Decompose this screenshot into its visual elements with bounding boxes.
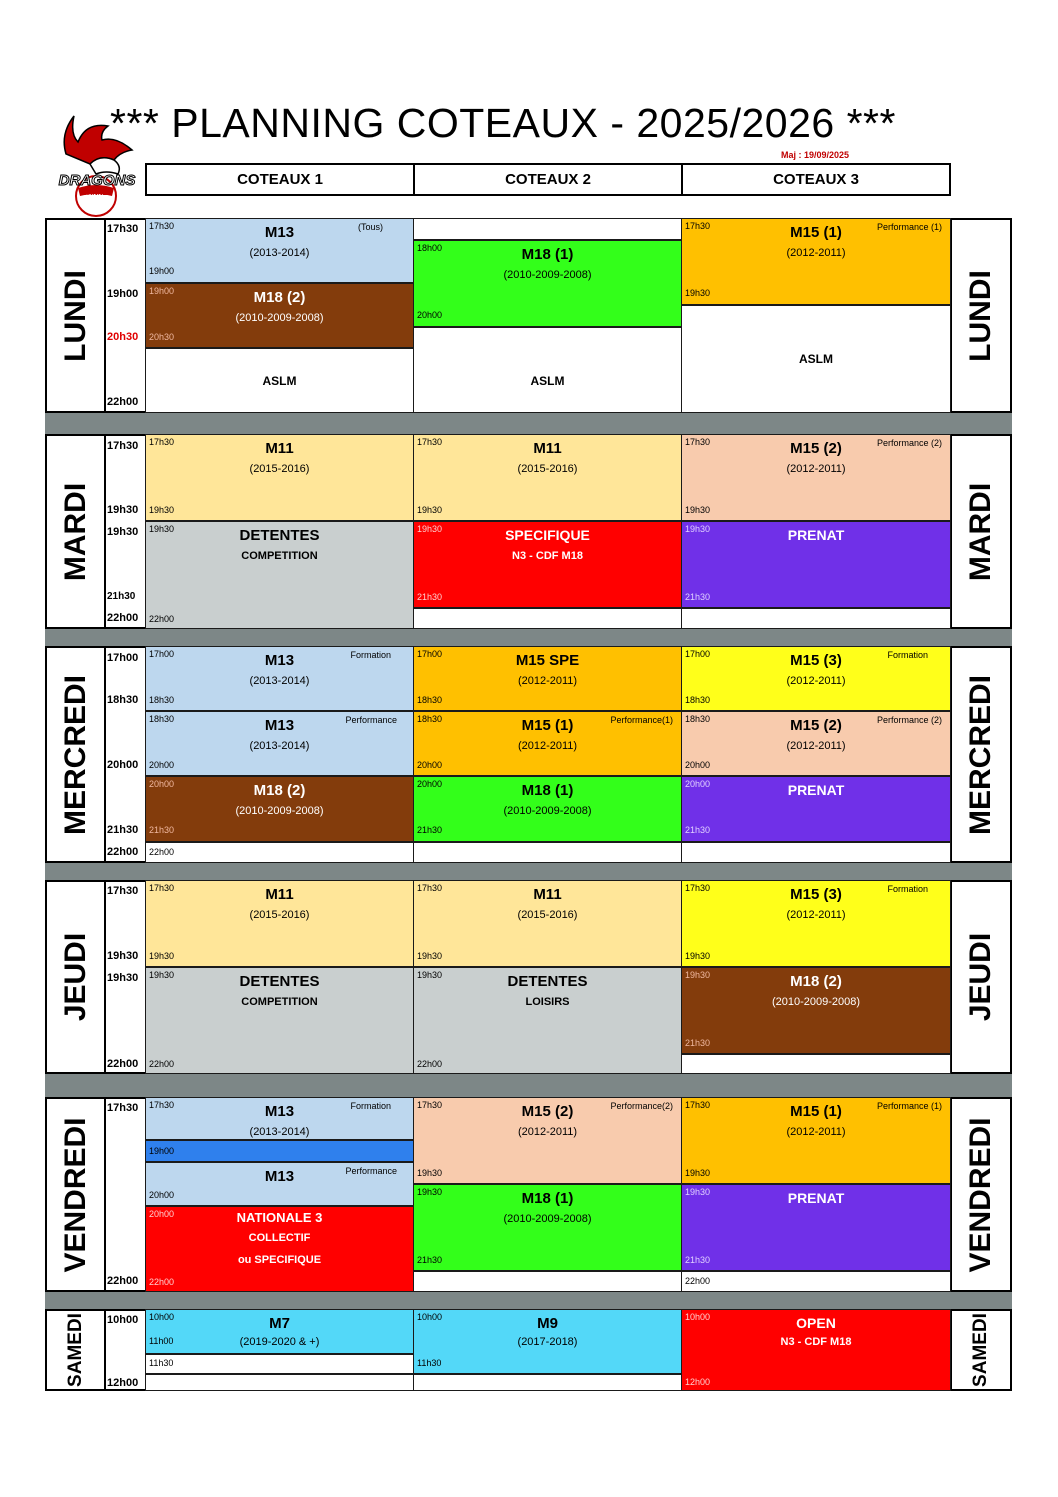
session-m13-formation-vendredi: [145, 1097, 414, 1140]
start-time: 22h00: [149, 847, 175, 857]
start-time: 17h00: [685, 649, 711, 659]
update-date: Maj : 19/09/2025: [780, 150, 850, 160]
time-label: 17h30: [107, 440, 139, 452]
day-name: SAMEDI: [970, 1313, 991, 1387]
session-m7-samedi: [145, 1309, 414, 1354]
start-time: 17h30: [149, 883, 175, 893]
session-years: (2012-2011): [517, 1126, 578, 1138]
start-time: 17h30: [417, 437, 443, 447]
empty-slot: [413, 608, 682, 629]
session-m15-1-vendredi: [681, 1097, 951, 1184]
session-detentes-mardi: [145, 521, 414, 629]
session-level: N3 - CDF M18: [512, 550, 583, 562]
session-name: PRENAT: [787, 1190, 845, 1206]
day-name: MARDI: [58, 482, 92, 581]
time-label: 19h30: [107, 972, 139, 984]
session-level: N3 - CDF M18: [780, 1336, 852, 1348]
session-years: (2012-2011): [786, 247, 846, 259]
time-label: 17h00: [107, 652, 139, 664]
day-name: LUNDI: [58, 269, 92, 362]
session-m18-2-mercredi: [145, 776, 414, 842]
end-time: 18h30: [149, 695, 175, 705]
start-time: 19h30: [149, 970, 175, 980]
session-name: DETENTES: [507, 973, 588, 990]
session-name: M13: [264, 717, 295, 734]
session-tag: Formation: [350, 650, 391, 660]
start-time: 18h30: [149, 714, 175, 724]
day-label-right-mardi: [950, 434, 1012, 629]
empty-slot: [145, 1374, 414, 1391]
end-time: 19h30: [149, 951, 175, 961]
session-m15-2-mercredi: [681, 711, 951, 776]
time-label: 22h00: [107, 612, 139, 624]
start-time: 10h00: [685, 1312, 711, 1322]
day-name: SAMEDI: [64, 1313, 86, 1387]
time-label: 19h30: [107, 950, 139, 962]
session-years: (2013-2014): [249, 675, 310, 687]
empty-slot: [681, 842, 951, 863]
session-m15-1-mercredi: [413, 711, 682, 776]
end-time: 20h00: [685, 760, 711, 770]
session-m9-samedi: [413, 1309, 682, 1374]
end-time: 21h30: [417, 825, 443, 835]
end-time: 20h00: [417, 310, 443, 320]
column-header-coteaux-3: COTEAUX 3: [681, 163, 951, 196]
session-m18-2-jeudi: [681, 967, 951, 1054]
empty-slot: [413, 218, 682, 240]
session-years: (2017-2018): [517, 1336, 578, 1348]
end-time: 19h30: [417, 505, 443, 515]
time-label: 21h30: [107, 824, 139, 836]
session-m18-1-lundi: [413, 240, 682, 327]
session-aslm-c1-lundi: [145, 348, 414, 413]
session-years: (2019-2020 & +): [239, 1336, 320, 1348]
end-time: 12h00: [685, 1377, 711, 1387]
session-years: (2010-2009-2008): [235, 805, 324, 817]
session-tag: Performance: [345, 715, 397, 725]
session-m13-performance-mercredi: [145, 711, 414, 776]
session-tag: Formation: [350, 1101, 391, 1111]
session-name: M7: [269, 1315, 290, 1332]
session-name: M15 (3): [790, 652, 842, 669]
end-time: 19h30: [149, 505, 175, 515]
end-time: 21h30: [149, 825, 175, 835]
session-name: M15 (1): [521, 717, 574, 734]
session-m13-performance-vendredi: [145, 1162, 414, 1206]
time-column-vendredi: [104, 1097, 146, 1292]
session-years: (2012-2011): [517, 675, 578, 687]
start-time: 19h30: [417, 524, 443, 534]
session-name: M11: [533, 886, 562, 903]
time-label: 19h00: [107, 288, 139, 300]
session-name: PRENAT: [787, 527, 845, 543]
session-m15-3-mercredi: [681, 646, 951, 711]
end-time: 21h30: [685, 825, 711, 835]
day-separator: [45, 628, 1012, 646]
end-time: 20h00: [417, 760, 443, 770]
day-name: MERCREDI: [58, 674, 92, 835]
time-label: 22h00: [107, 1275, 139, 1287]
day-name: LUNDI: [964, 269, 997, 362]
time-label: 22h00: [107, 846, 139, 858]
session-aslm-c3-lundi: [681, 305, 951, 413]
start-time: 18h00: [417, 243, 443, 253]
session-years: (2010-2009-2008): [503, 1213, 592, 1225]
session-name: M11: [265, 440, 294, 457]
session-name: M9: [537, 1315, 558, 1332]
session-tag: Performance(1): [610, 715, 673, 725]
empty-slot: [681, 608, 951, 629]
end-time: 19h30: [685, 951, 711, 961]
session-detail-2: ou SPECIFIQUE: [237, 1254, 322, 1266]
day-name: VENDREDI: [964, 1116, 997, 1273]
session-name: M15 (3): [790, 886, 842, 903]
end-time: 11h30: [417, 1358, 442, 1368]
end-time: 21h30: [417, 592, 443, 602]
start-time: 17h30: [685, 883, 711, 893]
session-name: ASLM: [262, 374, 297, 388]
session-break-vendredi: [145, 1140, 414, 1162]
session-detentes-competition-jeudi: [145, 967, 414, 1074]
session-level: COMPETITION: [241, 550, 318, 562]
time-column-lundi: [104, 218, 146, 413]
session-m18-1-vendredi: [413, 1184, 682, 1271]
day-separator: [45, 1073, 1012, 1097]
empty-slot: [681, 1271, 951, 1292]
session-prenat-mercredi: [681, 776, 951, 842]
end-time: 19h30: [685, 288, 711, 298]
day-separator: [45, 862, 1012, 880]
end-time: 11h00: [149, 1336, 174, 1346]
day-label-right-samedi: [950, 1309, 1012, 1391]
end-time: 19h30: [685, 1168, 711, 1178]
time-label: 17h30: [107, 223, 139, 235]
session-tag: (Tous): [357, 222, 383, 232]
day-label-left-lundi: [45, 218, 106, 413]
session-name: M13: [264, 652, 295, 669]
session-nationale-3-vendredi: [145, 1206, 414, 1292]
end-time: 21h30: [417, 1255, 443, 1265]
start-time: 17h30: [685, 1100, 711, 1110]
session-detentes-loisirs-jeudi: [413, 967, 682, 1074]
session-name: M15 (1): [790, 1103, 842, 1120]
session-name: NATIONALE 3: [236, 1210, 323, 1225]
end-time: 22h00: [149, 614, 175, 624]
session-detail: COLLECTIF: [248, 1232, 311, 1244]
session-m11-c1-jeudi: [145, 880, 414, 967]
logo-subtext: CANNES: [82, 190, 112, 197]
time-label: 19h30: [107, 526, 139, 538]
session-years: (2015-2016): [517, 463, 578, 475]
start-time: 20h00: [149, 1209, 175, 1219]
session-name: M13: [264, 1168, 295, 1185]
session-years: (2013-2014): [249, 740, 310, 752]
day-label-right-vendredi: [950, 1097, 1012, 1292]
session-name: ASLM: [799, 352, 833, 366]
session-prenat-vendredi: [681, 1184, 951, 1271]
start-time: 17h30: [417, 883, 443, 893]
end-time: 19h30: [417, 951, 443, 961]
time-label: 12h00: [107, 1377, 139, 1389]
start-time: 19h30: [685, 970, 711, 980]
session-years: (2012-2011): [786, 909, 846, 921]
start-time: 17h30: [685, 221, 711, 231]
session-name: M13: [264, 1103, 295, 1120]
session-years: (2010-2009-2008): [771, 996, 861, 1008]
session-open-samedi: [681, 1309, 951, 1391]
session-name: M18 (1): [521, 246, 574, 263]
session-years: (2013-2014): [249, 1126, 310, 1138]
session-name: M18 (2): [253, 782, 306, 799]
session-years: (2012-2011): [517, 740, 578, 752]
day-label-left-mardi: [45, 434, 106, 629]
end-time: 21h30: [685, 1038, 711, 1048]
time-label: 10h00: [107, 1314, 139, 1326]
start-time: 19h30: [685, 1187, 711, 1197]
session-name: M13: [264, 224, 295, 241]
session-m11-c2-mardi: [413, 434, 682, 521]
session-tag: Performance (1): [876, 222, 942, 232]
session-m13-formation-mercredi: [145, 646, 414, 711]
time-label: 22h00: [107, 1058, 139, 1070]
session-tag: Formation: [887, 884, 928, 894]
start-time: 11h30: [149, 1358, 174, 1368]
session-years: (2010-2009-2008): [235, 312, 324, 324]
day-separator: [45, 412, 1012, 434]
day-name: JEUDI: [964, 932, 997, 1022]
start-time: 19h00: [149, 1146, 175, 1156]
start-time: 20h00: [417, 779, 443, 789]
session-years: (2012-2011): [786, 675, 846, 687]
start-time: 18h30: [685, 714, 711, 724]
day-name: MERCREDI: [964, 674, 997, 835]
end-time: 19h30: [417, 1168, 443, 1178]
session-prenat-mardi: [681, 521, 951, 608]
start-time: 19h30: [417, 970, 443, 980]
session-name: ASLM: [530, 374, 565, 388]
end-time: 18h30: [417, 695, 443, 705]
session-name: M18 (1): [521, 782, 574, 799]
session-name: M18 (2): [253, 289, 306, 306]
session-tag: Performance (2): [876, 715, 942, 725]
empty-slot: [413, 1374, 682, 1391]
page-title: *** PLANNING COTEAUX - 2025/2026 ***: [110, 100, 896, 146]
session-m15-spe-mercredi: [413, 646, 682, 711]
time-label: 19h30: [107, 504, 139, 516]
end-time: 18h30: [685, 695, 711, 705]
time-label: 18h30: [107, 694, 139, 706]
empty-slot: [145, 1354, 414, 1374]
session-m18-2-lundi: [145, 283, 414, 348]
empty-slot: [145, 842, 414, 863]
day-label-right-jeudi: [950, 880, 1012, 1074]
end-time: 22h00: [149, 1059, 175, 1069]
day-separator: [45, 1291, 1012, 1309]
start-time: 17h00: [149, 649, 175, 659]
start-time: 17h30: [149, 437, 175, 447]
session-level: LOISIRS: [525, 996, 570, 1008]
end-time: 21h30: [685, 592, 711, 602]
session-name: DETENTES: [239, 527, 320, 544]
session-years: (2015-2016): [517, 909, 578, 921]
time-label: 21h30: [107, 591, 136, 602]
start-time: 22h00: [685, 1276, 711, 1286]
end-time: 20h30: [149, 332, 175, 342]
time-label: 20h30: [107, 331, 139, 343]
day-name: JEUDI: [58, 932, 92, 1022]
start-time: 20h00: [685, 779, 711, 789]
session-years: (2012-2011): [786, 740, 846, 752]
session-name: M18 (2): [790, 973, 842, 990]
session-name: M15 (2): [790, 717, 842, 734]
start-time: 17h00: [417, 649, 443, 659]
day-name: MARDI: [964, 482, 997, 581]
session-tag: Formation: [887, 650, 928, 660]
end-time: 20h00: [149, 1190, 175, 1200]
session-years: (2012-2011): [786, 463, 846, 475]
day-label-left-vendredi: [45, 1097, 106, 1292]
start-time: 20h00: [149, 779, 175, 789]
session-aslm-c2-lundi: [413, 327, 682, 413]
end-time: 20h00: [149, 760, 175, 770]
session-years: (2012-2011): [786, 1126, 846, 1138]
day-label-right-mercredi: [950, 646, 1012, 863]
day-label-left-jeudi: [45, 880, 106, 1074]
start-time: 19h30: [149, 524, 175, 534]
session-m15-3-jeudi: [681, 880, 951, 967]
session-m15-1-lundi: [681, 218, 951, 305]
logo-text: DRAGONS: [58, 172, 136, 189]
end-time: 19h00: [149, 266, 175, 276]
dragons-logo: [56, 114, 138, 220]
session-name: SPECIFIQUE: [505, 527, 590, 543]
session-years: (2013-2014): [249, 247, 310, 259]
session-years: (2010-2009-2008): [503, 805, 592, 817]
start-time: 17h30: [149, 221, 175, 231]
session-name: M15 (2): [521, 1103, 574, 1120]
empty-slot: [413, 1271, 682, 1292]
session-name: M15 SPE: [515, 652, 580, 669]
column-header-coteaux-2: COTEAUX 2: [413, 163, 683, 196]
session-m11-c2-jeudi: [413, 880, 682, 967]
day-label-left-mercredi: [45, 646, 106, 863]
session-tag: Performance (2): [876, 438, 942, 448]
session-name: M11: [533, 440, 562, 457]
day-label-left-samedi: [45, 1309, 106, 1391]
start-time: 19h30: [685, 524, 711, 534]
session-m15-2-vendredi: [413, 1097, 682, 1184]
session-tag: Performance (1): [876, 1101, 942, 1111]
session-years: (2015-2016): [249, 909, 310, 921]
session-tag: Performance(2): [610, 1101, 673, 1111]
session-m15-2-mardi: [681, 434, 951, 521]
start-time: 18h30: [417, 714, 443, 724]
end-time: 22h00: [149, 1277, 175, 1287]
session-name: M18 (1): [521, 1190, 574, 1207]
start-time: 10h00: [417, 1312, 443, 1322]
start-time: 19h30: [417, 1187, 443, 1197]
empty-slot: [413, 842, 682, 863]
start-time: 17h30: [417, 1100, 443, 1110]
session-name: M15 (2): [790, 440, 842, 457]
empty-slot: [681, 1054, 951, 1074]
session-tag: Performance: [345, 1166, 397, 1176]
start-time: 17h30: [149, 1100, 175, 1110]
start-time: 17h30: [685, 437, 711, 447]
time-label: 17h30: [107, 1102, 139, 1114]
start-time: 10h00: [149, 1312, 175, 1322]
end-time: 19h30: [685, 505, 711, 515]
session-m11-c1-mardi: [145, 434, 414, 521]
session-name: PRENAT: [787, 782, 845, 798]
session-years: (2010-2009-2008): [503, 269, 592, 281]
session-name: OPEN: [796, 1315, 836, 1331]
end-time: 21h30: [685, 1255, 711, 1265]
session-years: (2015-2016): [249, 463, 310, 475]
session-m13-lundi: [145, 218, 414, 283]
session-name: DETENTES: [239, 973, 320, 990]
time-label: 20h00: [107, 759, 139, 771]
session-name: M11: [265, 886, 294, 903]
time-label: 22h00: [107, 396, 139, 408]
session-name: M15 (1): [790, 224, 842, 241]
time-label: 17h30: [107, 885, 139, 897]
day-label-right-lundi: [950, 218, 1012, 413]
session-m18-1-mercredi: [413, 776, 682, 842]
end-time: 22h00: [417, 1059, 443, 1069]
start-time: 19h00: [149, 286, 175, 296]
session-specifique-mardi: [413, 521, 682, 608]
column-header-coteaux-1: COTEAUX 1: [145, 163, 415, 196]
session-level: COMPETITION: [241, 996, 318, 1008]
day-name: VENDREDI: [58, 1116, 92, 1273]
